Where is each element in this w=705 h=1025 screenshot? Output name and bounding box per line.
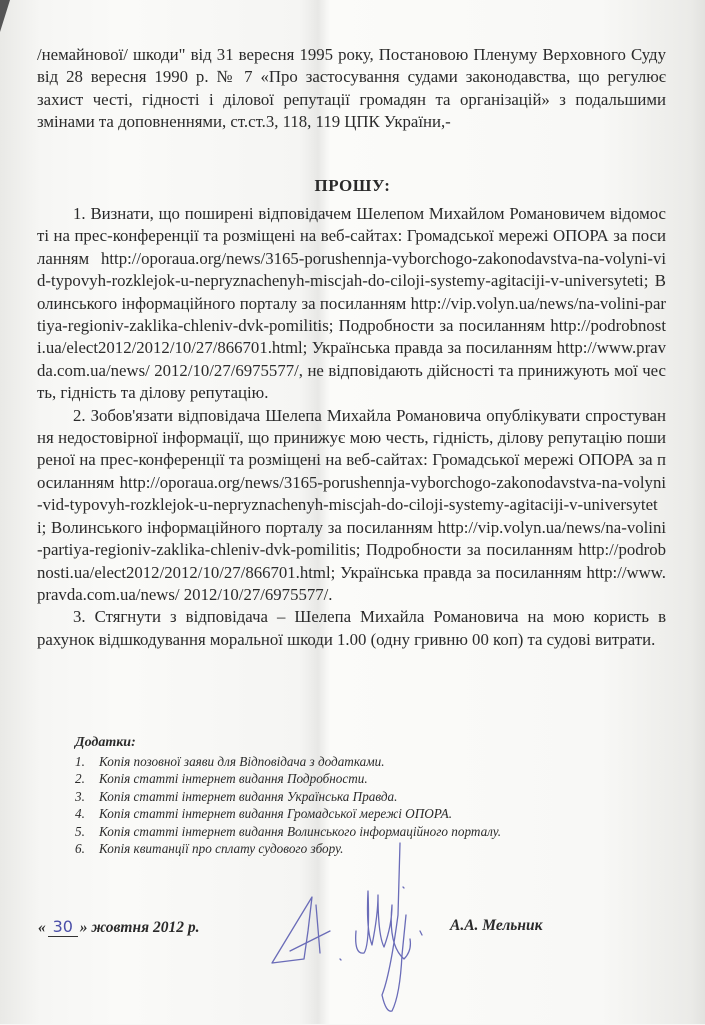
request-item bbox=[37, 606, 666, 651]
attachment-number: 4. bbox=[75, 806, 85, 821]
request-heading: ПРОШУ: bbox=[314, 176, 391, 195]
request-item bbox=[37, 203, 666, 405]
attachments-title: Додатки: bbox=[75, 735, 136, 750]
date-close-quote: » bbox=[79, 919, 88, 936]
request-number: 1. bbox=[73, 204, 86, 223]
attachment-item bbox=[75, 753, 635, 771]
attachment-text: Копія позовної заяви для Відповідача з додатками. bbox=[99, 753, 385, 769]
intro-paragraph bbox=[37, 44, 666, 134]
attachment-item bbox=[75, 805, 635, 823]
attachment-number: 1. bbox=[75, 753, 85, 769]
request-text: Стягнути з відповідача – Шелепа Михайла Романовича на мою користь в рахунок відшкодування моральної шкоди 1.00 (одну гривню 00 коп) та судові витрати. bbox=[37, 607, 666, 649]
attachment-text: Копія статті інтернет видання Громадської мережі ОПОРА. bbox=[99, 806, 452, 821]
attachment-text: Копія квитанції про сплату судового збору. bbox=[99, 841, 344, 856]
attachment-number: 2. bbox=[75, 771, 85, 786]
request-text: Зобов'язати відповідача Шелепа Михайла Романовича опублікувати спростування недостовірної інформації, що принижує мою честь, гідність, ділову репутацію поширеної на прес-конференції та розміщені на веб-сайтах: Громадської мережі ОПОРА за посиланням http://oporaua.org/news/3165-porushennja-vyborchogo-zakonodavstva-na-volyni-vid-typovyh-rozklejok-u-nepryznachenyh-miscjah-do-ciloji-systemy-agitaciji-v-universyteti; Волинського інформаційного порталу за посиланням http://vip.volyn.ua/news/na-volini-partiya-regioniv-zaklika-chleniv-dvk-pomilitis; Подробности за посиланням http://podrobnosti.ua/elect2012/2012/10/27/866701.html; Українська правда за посиланням http://www.pravda.com.ua/news/ 2012/10/27/6975577/. bbox=[37, 405, 666, 604]
handwritten-signature bbox=[260, 835, 460, 1025]
signer-name: А.А. Мельник bbox=[450, 917, 543, 934]
requests-list bbox=[37, 203, 666, 651]
date-day-handwritten: 30 bbox=[48, 917, 78, 937]
date-open-quote: « bbox=[38, 919, 46, 936]
request-number: 2. bbox=[73, 405, 86, 425]
attachment-number: 6. bbox=[75, 841, 85, 856]
attachment-number: 3. bbox=[75, 788, 85, 804]
attachment-text: Копія статті інтернет видання Українська Правда. bbox=[99, 788, 398, 804]
attachment-item bbox=[75, 788, 635, 806]
signature-date bbox=[38, 917, 199, 937]
intro-text: /немайнової/ шкоди" від 31 вересня 1995 року, Постановою Пленуму Верховного Суду від 28 вересня 1990 р. № 7 «Про застосування судами законодавства, що регулює захист честі, гідності і ділової репутації громадян та організацій» з подальшими змінами та доповненнями, ст.ст.3, 118, 119 ЦПК України,- bbox=[37, 45, 666, 132]
attachment-text: Копія статті інтернет видання Подробности. bbox=[99, 771, 368, 786]
request-text: Визнати, що поширені відповідачем Шелепом Михайлом Романовичем відомості на прес-конференції та розміщені на веб-сайтах: Громадської мережі ОПОРА за посиланням http://oporaua.org/news/3165-porushennja-vyborchogo-zakonodavstva-na-volyni-vid-typovyh-rozklejok-u-nepryznachenyh-miscjah-do-ciloji-systemy-agitaciji-v-universyteti; Волинського інформаційного порталу за посиланням http://vip.volyn.ua/news/na-volini-partiya-regioniv-zaklika-chleniv-dvk-pomilitis; Подробности за посиланням http://podrobnosti.ua/elect2012/2012/10/27/866701.html; Українська правда за посиланням http://www.pravda.com.ua/news/ 2012/10/27/6975577/, не відповідають дійсності та принижують мої честь, гідність та ділову репутацію. bbox=[37, 204, 667, 403]
attachment-text: Копія статті інтернет видання Волинського інформаційного порталу. bbox=[99, 823, 502, 839]
scan-corner-mark bbox=[0, 0, 10, 32]
attachment-number: 5. bbox=[75, 823, 85, 839]
request-item bbox=[37, 405, 666, 607]
date-month-year: жовтня 2012 р. bbox=[91, 919, 200, 936]
attachment-item bbox=[75, 770, 635, 788]
request-number: 3. bbox=[73, 607, 86, 627]
